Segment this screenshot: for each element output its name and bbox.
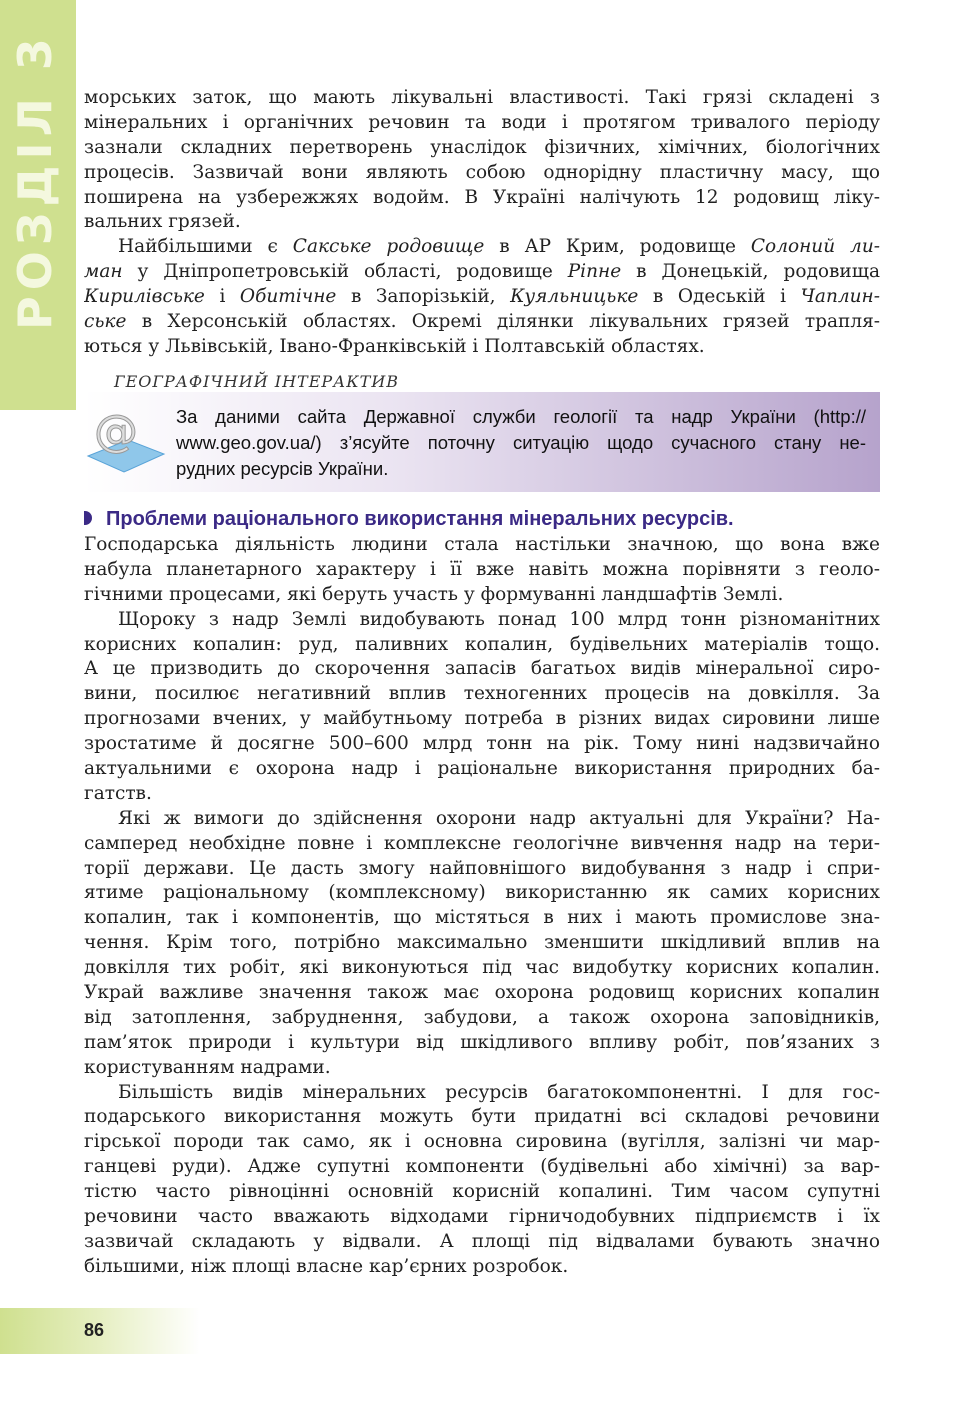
text-segment: у Дніпропетровській області, родовище <box>122 261 568 283</box>
italic-place-name: ське <box>84 311 127 333</box>
text-line: тістю часто рівноцінні основній корисній копалині. Тим часом супутні <box>84 1181 880 1203</box>
italic-place-name: ман <box>84 261 123 283</box>
text-line: вальних грязей. <box>84 211 241 233</box>
text-line: гірської породи так само, як і основна сировина (вугілля, залізні чи мар- <box>84 1131 880 1153</box>
italic-place-name: Солоний ли- <box>750 236 880 258</box>
text-line: Господарська діяльність людини стала настільки значною, що вона вже <box>84 534 880 555</box>
text-line: гічними процесами, які беруть участь у формуванні ландшафтів Землі. <box>84 583 784 605</box>
text-line: ганцеві руди). Адже супутні компоненти (будівельні або хімічні) за вар- <box>84 1156 880 1178</box>
text-segment: Найбільшими є <box>118 236 293 258</box>
text-line: більшими, ніж площі власне кар’єрних розробок. <box>84 1255 569 1277</box>
text-line: мінеральних і органічних речовин та води і протягом тривалого періоду <box>84 111 880 133</box>
text-line: чення. Крім того, потрібно максимально зменшити шкідливий вплив на <box>84 932 880 954</box>
text-line: торії держави. Це дасть змогу найповнішого видобування з надр і спри- <box>84 857 880 879</box>
text-line: речовини часто вважають відходами гірничодобувних підприємств і їх <box>84 1206 880 1228</box>
text-line: Які ж вимоги до здійснення охорони надр актуальні для України? На- <box>118 807 880 829</box>
text-line: ятиме раціональному (комплексному) використанню як самих корисних <box>84 882 880 904</box>
text-line <box>84 310 880 335</box>
text-line: Щороку з надр Землі видобувають понад 100 млрд тонн різноманітних <box>118 608 880 630</box>
interactive-title: ГЕОГРАФІЧНИЙ ІНТЕРАКТИВ <box>114 372 400 391</box>
text-line: користуванням надрами. <box>84 1056 331 1078</box>
text-line: від затоплення, забруднення, забудови, а також охорона заповідників, <box>84 1006 880 1028</box>
interactive-line: www.geo.gov.ua/) з’ясуйте поточну ситуацію щодо сучасного стану не- <box>176 432 866 453</box>
text-block-problems <box>84 533 880 1280</box>
text-line: зазнали складних перетворень унаслідок фізичних, хімічних, біологічних <box>84 136 880 158</box>
italic-place-name: Сакське родовище <box>292 236 485 258</box>
text-line: зростатиме й досягне 500–600 млрд тонн на рік. Тому нині надзвичайно <box>84 733 880 755</box>
italic-place-name: Чаплин- <box>800 286 880 308</box>
text-line: актуальними є охорона надр і раціональне використання природних ба- <box>84 758 880 780</box>
bullet-icon <box>84 511 92 525</box>
at-sign-icon <box>84 404 166 474</box>
text-line: ються у Львівській, Івано-Франківській і Полтавській областях. <box>84 335 705 357</box>
text-segment: в АР Крим, родовище <box>484 236 751 258</box>
text-line: пам’яток природи і культури від шкідливого впливу робіт, пов’язаних з <box>84 1031 880 1053</box>
text-line: морських заток, що мають лікувальні властивості. Такі грязі складені з <box>84 87 880 108</box>
interactive-line: рудних ресурсів України. <box>176 458 389 479</box>
italic-place-name: Куяльницьке <box>510 286 639 308</box>
text-segment: в Запорізькій, <box>336 286 511 308</box>
text-line: вини, посилює негативний вплив техногенних процесів на довкілля. За <box>84 683 880 705</box>
text-line <box>84 260 880 285</box>
text-line: Украй важливе значення також має охорона родовищ корисних копалин <box>84 982 880 1004</box>
text-line: Більшість видів мінеральних ресурсів багатокомпонентні. І для гос- <box>118 1081 880 1103</box>
geo-interactive-box <box>84 392 880 492</box>
interactive-line: За даними сайта Державної служби геології та надр України (http:// <box>176 406 866 427</box>
text-line <box>84 285 880 310</box>
text-line: процесів. Зазвичай вони являють собою однорідну пластичну масу, що <box>84 161 880 183</box>
text-line: подарського використання можуть бути придатні всі складові речовини <box>84 1106 880 1128</box>
text-line: поширена на узбережжях водойм. В Україні налічують 12 родовищ ліку- <box>84 186 880 208</box>
text-segment: і <box>204 286 240 308</box>
section-heading <box>84 508 884 531</box>
chapter-label: РОЗДІЛ 3 <box>8 32 62 330</box>
text-line: копалин, так і компонентів, що містяться в них і мають промислове зна- <box>84 907 880 929</box>
text-line: зазвичай складають у відвали. А площі під відвалами бувають значно <box>84 1230 880 1252</box>
text-line: гатств. <box>84 782 152 804</box>
text-segment: в Херсонській областях. Окремі ділянки лікувальних грязей трапля- <box>126 311 880 333</box>
text-line: набула планетарного характеру і її вже навіть можна порівняти з геоло- <box>84 558 880 580</box>
text-segment: в Донецькій, родовища <box>621 261 880 283</box>
text-segment: в Одеській і <box>638 286 801 308</box>
text-line: прогнозами вчених, у майбутньому потреба в різних видах сировини лише <box>84 708 880 730</box>
section-heading-text: Проблеми раціонального використання мінеральних ресурсів. <box>106 508 734 530</box>
text-line: самперед необхідне повне і комплексне геологічне вивчення надр на тери- <box>84 832 880 854</box>
text-line: А це призводить до скорочення запасів багатьох видів мінеральної сиро- <box>84 658 880 680</box>
text-block-mud-deposits <box>84 86 880 360</box>
italic-place-name: Рiпне <box>567 261 622 283</box>
interactive-text <box>176 404 866 482</box>
text-line: довкілля тих робіт, які виконуються під час видобутку корисних копалин. <box>84 957 880 979</box>
chapter-sidebar <box>0 0 76 410</box>
text-line: корисних копалин: руд, паливних копалин, будівельних матеріалів тощо. <box>84 633 880 655</box>
page-number: 86 <box>84 1320 105 1340</box>
text-line <box>84 235 880 260</box>
italic-place-name: Обитічне <box>239 286 337 308</box>
svg-text:@: @ <box>94 406 138 457</box>
italic-place-name: Кирилівське <box>84 286 205 308</box>
